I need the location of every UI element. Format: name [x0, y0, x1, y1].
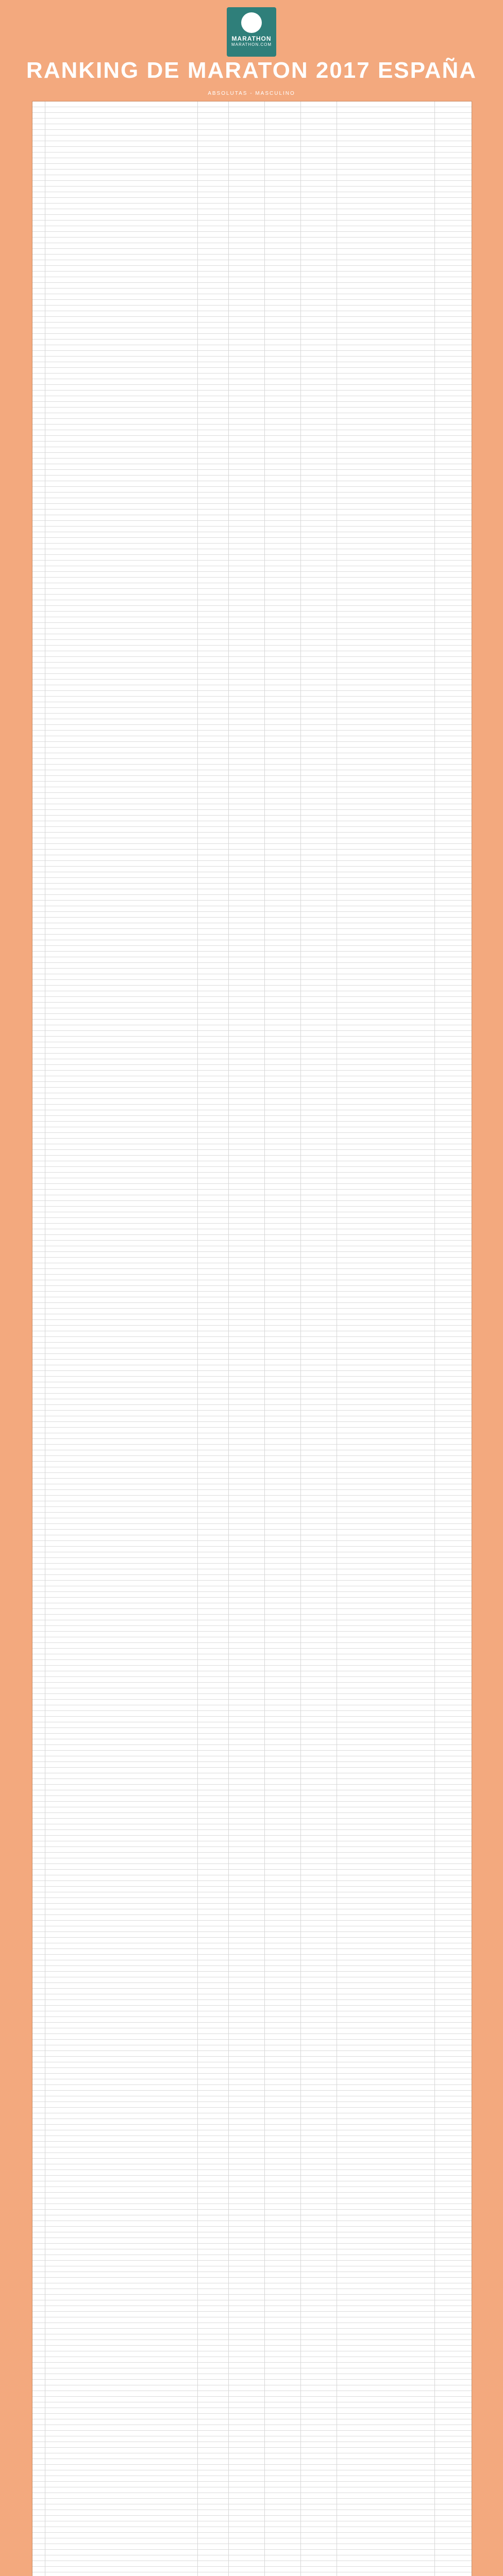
table-rows	[32, 101, 472, 2576]
marathon-logo	[227, 7, 276, 57]
page-subtitle: ABSOLUTAS - MASCULINO	[208, 91, 295, 96]
logo-subtext: MARATHON.COM	[231, 42, 272, 47]
ranking-table	[32, 101, 472, 2576]
logo-circle-icon	[241, 12, 262, 33]
page-title: RANKING DE MARATON 2017 ESPAÑA	[26, 58, 477, 83]
logo-text: MARATHON	[231, 35, 272, 42]
table-column-dividers	[32, 101, 472, 2576]
